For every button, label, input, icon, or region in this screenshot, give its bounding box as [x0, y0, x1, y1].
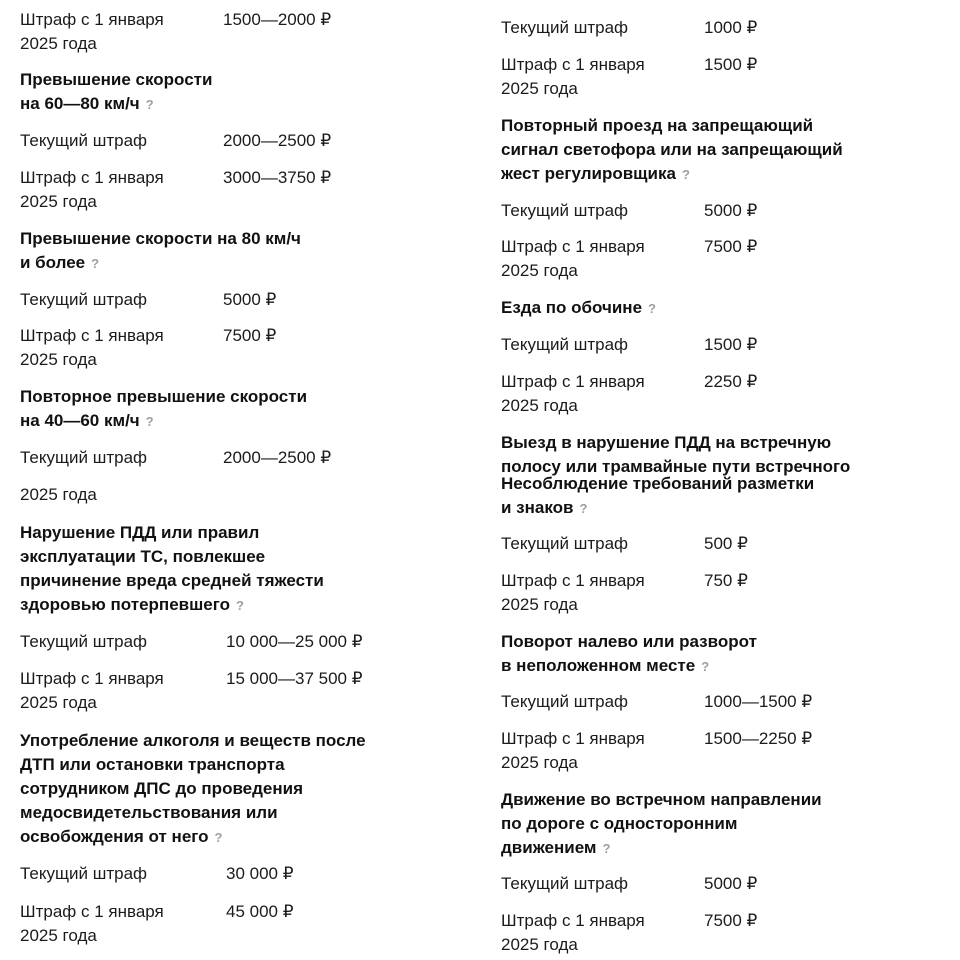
- title-line: Употребление алкоголя и веществ после: [20, 731, 366, 750]
- title-line: Превышение скорости: [20, 70, 213, 89]
- title-line: причинение вреда средней тяжести: [20, 571, 324, 590]
- title-line: Повторное превышение скорости: [20, 387, 308, 406]
- fine-row: [20, 630, 410, 654]
- fine-label: 2025 года: [501, 261, 578, 280]
- title-line: Превышение скорости на 80 км/ч: [20, 229, 301, 248]
- fine-label: 2025 года: [20, 693, 97, 712]
- fine-value: 10 000—25 000 ₽: [226, 632, 363, 651]
- fine-row: [501, 16, 901, 40]
- fine-row: [20, 8, 410, 32]
- title-line: по дороге с односторонним: [501, 814, 738, 833]
- title-line: и знаков: [501, 498, 574, 517]
- fine-label: Текущий штраф: [20, 448, 148, 467]
- fine-value: 5000 ₽: [704, 874, 758, 893]
- fine-label: 2025 года: [20, 350, 97, 369]
- fine-value: 1500—2250 ₽: [704, 729, 813, 748]
- fine-value: 1000—1500 ₽: [704, 692, 813, 711]
- fine-value: 2000—2500 ₽: [223, 448, 332, 467]
- fine-row: [20, 166, 410, 190]
- fine-value: 15 000—37 500 ₽: [226, 669, 363, 688]
- fine-row: [501, 394, 901, 418]
- violation-title: [20, 68, 212, 117]
- fine-label: 2025 года: [501, 396, 578, 415]
- title-line: ДТП или остановки транспорта: [20, 755, 285, 774]
- fine-label: Штраф с 1 января: [501, 571, 645, 590]
- fine-row: [501, 199, 901, 223]
- fine-row: [20, 288, 410, 312]
- fine-row: [501, 259, 901, 283]
- fine-value: 7500 ₽: [704, 911, 758, 930]
- fine-row: [20, 900, 410, 924]
- fine-label: Штраф с 1 января: [20, 10, 164, 29]
- fine-label: Текущий штраф: [20, 290, 148, 309]
- fine-row: [20, 862, 410, 886]
- fine-label: 2025 года: [20, 34, 97, 53]
- violation-title: [501, 472, 814, 521]
- title-line: Поворот налево или разворот: [501, 632, 757, 651]
- help-icon[interactable]: ?: [602, 841, 611, 856]
- fine-label: Текущий штраф: [20, 131, 148, 150]
- fine-label: 2025 года: [501, 595, 578, 614]
- fine-label: Текущий штраф: [501, 335, 629, 354]
- title-line: здоровью потерпевшего: [20, 595, 230, 614]
- fine-row: [501, 53, 901, 77]
- fine-row: [20, 32, 410, 56]
- fine-value: 2250 ₽: [704, 372, 758, 391]
- fine-row: [501, 727, 901, 751]
- violation-title: [501, 630, 757, 679]
- violation-title: [501, 788, 822, 861]
- fine-row: [20, 190, 410, 214]
- fine-value: 5000 ₽: [223, 290, 277, 309]
- fine-value: 1500 ₽: [704, 55, 758, 74]
- fine-label: Штраф с 1 января: [501, 237, 645, 256]
- title-line: Езда по обочине: [501, 298, 643, 317]
- fine-value: 1500—2000 ₽: [223, 10, 332, 29]
- fine-label: Текущий штраф: [20, 632, 148, 651]
- fine-label: Текущий штраф: [501, 874, 629, 893]
- fine-row: [20, 691, 410, 715]
- help-icon[interactable]: ?: [681, 167, 690, 182]
- title-line: на 40—60 км/ч: [20, 411, 140, 430]
- violation-title: [20, 729, 366, 850]
- fine-label: Штраф с 1 января: [501, 911, 645, 930]
- help-icon[interactable]: ?: [579, 501, 588, 516]
- fine-value: 750 ₽: [704, 571, 748, 590]
- fine-row: [501, 751, 901, 775]
- fine-row: [501, 333, 901, 357]
- fine-label: 2025 года: [20, 192, 97, 211]
- title-line: сигнал светофора или на запрещающий: [501, 140, 843, 159]
- fine-row: [20, 667, 410, 691]
- fine-label: 2025 года: [20, 926, 97, 945]
- title-line: движением: [501, 838, 597, 857]
- fine-row: [20, 348, 410, 372]
- title-line: Несоблюдение требований разметки: [501, 474, 815, 493]
- fine-label: Текущий штраф: [501, 201, 629, 220]
- fine-value: 45 000 ₽: [226, 902, 294, 921]
- fine-row: [501, 909, 901, 933]
- fine-label: Текущий штраф: [501, 692, 629, 711]
- title-line: и более: [20, 253, 86, 272]
- violation-title: [20, 385, 307, 434]
- fine-label: Текущий штраф: [501, 18, 629, 37]
- help-icon[interactable]: ?: [648, 301, 656, 316]
- fine-row: [501, 370, 901, 394]
- fine-value: 3000—3750 ₽: [223, 168, 332, 187]
- violation-title: [20, 521, 324, 618]
- fine-value: 7500 ₽: [704, 237, 758, 256]
- fine-value: 500 ₽: [704, 534, 748, 553]
- fine-value: 5000 ₽: [704, 201, 758, 220]
- title-line: в неположенном месте: [501, 656, 696, 675]
- help-icon[interactable]: ?: [214, 830, 223, 845]
- fine-label: 2025 года: [501, 753, 578, 772]
- fine-label: 2025 года: [501, 79, 578, 98]
- fine-label: Штраф с 1 января: [20, 669, 164, 688]
- fine-row: [501, 690, 901, 714]
- title-line: эксплуатации ТС, повлекшее: [20, 547, 266, 566]
- fine-row: [501, 569, 901, 593]
- help-icon[interactable]: ?: [145, 414, 154, 429]
- help-icon[interactable]: ?: [91, 256, 100, 271]
- help-icon[interactable]: ?: [701, 659, 710, 674]
- fine-value: 7500 ₽: [223, 326, 277, 345]
- fine-row: [20, 446, 410, 470]
- fine-label: Текущий штраф: [501, 534, 629, 553]
- fine-label: Штраф с 1 января: [501, 372, 645, 391]
- fine-row: [501, 532, 901, 556]
- fine-row: [20, 129, 410, 153]
- fine-label: 2025 года: [20, 485, 97, 504]
- violation-title: [501, 114, 843, 187]
- title-line: Нарушение ПДД или правил: [20, 523, 260, 542]
- help-icon[interactable]: ?: [145, 97, 154, 112]
- fine-row: [20, 483, 410, 507]
- violation-title: [20, 227, 301, 276]
- fine-row: [501, 872, 901, 896]
- title-line: медосвидетельствования или: [20, 803, 278, 822]
- fine-row: [20, 324, 410, 348]
- title-line: Повторный проезд на запрещающий: [501, 116, 814, 135]
- fine-row: [20, 924, 410, 948]
- violation-title: [501, 296, 656, 321]
- fine-label: Штраф с 1 января: [20, 168, 164, 187]
- title-line: Выезд в нарушение ПДД на встречную: [501, 433, 832, 452]
- title-line: жест регулировщика: [501, 164, 676, 183]
- fine-label: Штраф с 1 января: [501, 729, 645, 748]
- fine-value: 2000—2500 ₽: [223, 131, 332, 150]
- title-line: Движение во встречном направлении: [501, 790, 822, 809]
- title-line: на 60—80 км/ч: [20, 94, 140, 113]
- fine-label: Штраф с 1 января: [20, 902, 164, 921]
- fine-value: 1000 ₽: [704, 18, 758, 37]
- fine-value: 1500 ₽: [704, 335, 758, 354]
- fine-value: 30 000 ₽: [226, 864, 294, 883]
- fine-row: [501, 235, 901, 259]
- fine-label: Штраф с 1 января: [20, 326, 164, 345]
- fine-row: [501, 593, 901, 617]
- fine-label: Текущий штраф: [20, 864, 148, 883]
- fine-row: [501, 933, 901, 957]
- title-line: сотрудником ДПС до проведения: [20, 779, 304, 798]
- fine-label: 2025 года: [501, 935, 578, 954]
- fine-row: [501, 77, 901, 101]
- title-line: полосу или трамвайные пути встречного: [501, 457, 851, 476]
- help-icon[interactable]: ?: [235, 598, 244, 613]
- title-line: освобождения от него: [20, 827, 209, 846]
- fine-label: Штраф с 1 января: [501, 55, 645, 74]
